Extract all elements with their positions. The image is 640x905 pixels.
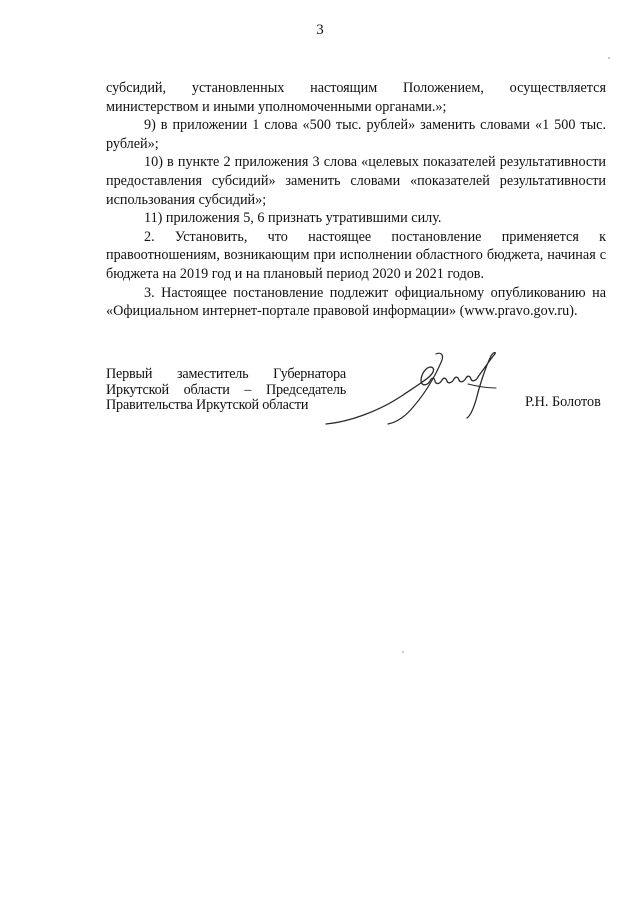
paragraph-item-9: 9) в приложении 1 слова «500 тыс. рублей» заменить словами «1 500 тыс. рублей»; xyxy=(106,117,606,152)
paragraph-point-2: 2. Установить, что настоящее постановление применяется к правоотношениям, возникающим при исполнении областного бюджета, начиная с бюджета на 2019 год и на плановый период 2020 и 2021 годов. xyxy=(106,228,606,282)
signer-position-line: Первый заместитель Губернатора xyxy=(106,366,346,382)
signer-name: Р.Н. Болотов xyxy=(525,394,601,410)
signer-position-line: Иркутской области – Председатель xyxy=(106,381,346,398)
page-number: 3 xyxy=(316,22,324,38)
paragraph-continuation: субсидий, установленных настоящим Положением, осуществляется министерством и иными уполномоченными органами.»; xyxy=(106,80,606,115)
paragraph-item-10: 10) в пункте 2 приложения 3 слова «целевых показателей результативности предоставления субсидий» заменить словами «показателей результативности использования субсидий»; xyxy=(106,154,606,208)
signer-position xyxy=(106,367,346,414)
paragraph-point-3: 3. Настоящее постановление подлежит официальному опубликованию на «Официальном интернет-портале правовой информации» (www.pravo.gov.ru). xyxy=(106,284,606,320)
scan-artifact xyxy=(608,57,610,59)
document-body xyxy=(106,79,606,321)
scan-artifact xyxy=(402,651,404,653)
paragraph-item-11: 11) приложения 5, 6 признать утратившими силу. xyxy=(144,210,442,227)
signer-position-line: Правительства Иркутской области xyxy=(106,397,309,413)
handwritten-signature xyxy=(318,350,508,430)
